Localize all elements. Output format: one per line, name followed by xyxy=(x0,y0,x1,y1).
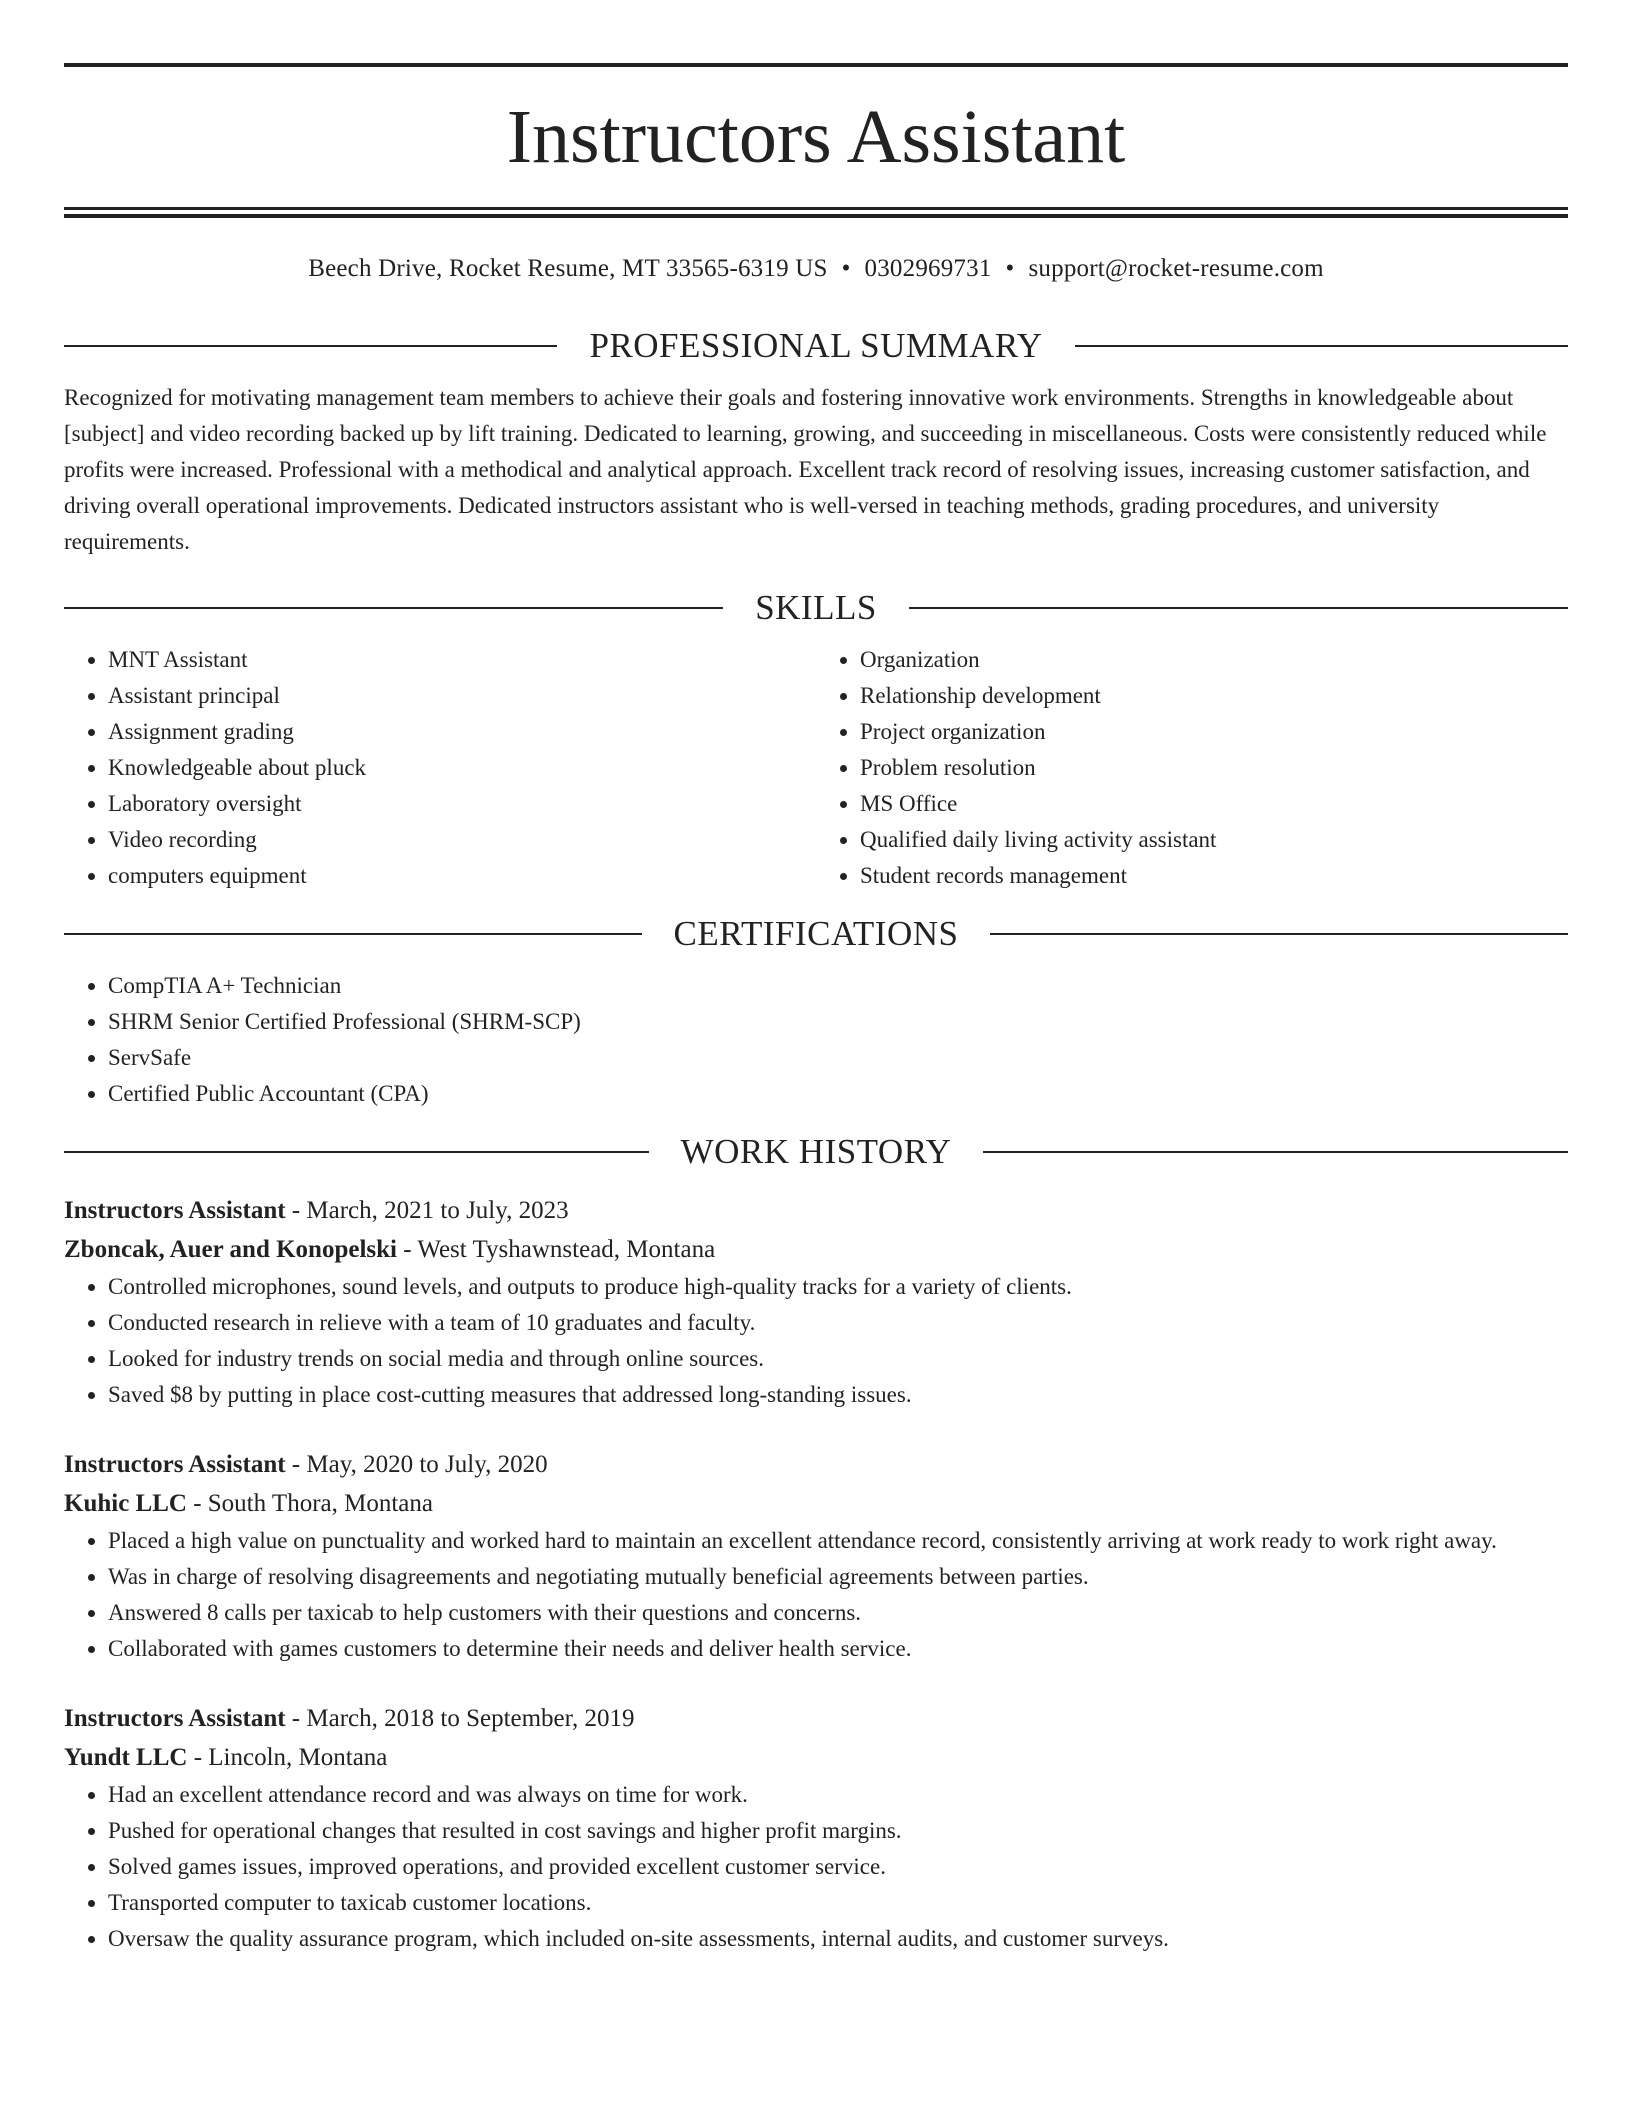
skills-column-right xyxy=(816,642,1568,894)
section-header-skills xyxy=(64,586,1568,630)
job-entry xyxy=(64,1699,1568,1957)
job-company: Kuhic LLC xyxy=(64,1490,187,1517)
skill-item: • MS Office xyxy=(860,786,1568,822)
job-bullet: • Collaborated with games customers to determine their needs and deliver health service. xyxy=(108,1631,1568,1667)
job-entry xyxy=(64,1445,1568,1667)
job-location: - West Tyshawnstead, Montana xyxy=(396,1236,716,1263)
job-bullet: • Placed a high value on punctuality and worked hard to maintain an excellent attendance record, consistently arriving at work ready to work right away. xyxy=(108,1523,1568,1559)
skill-item: • Video recording xyxy=(108,822,816,858)
section-rule xyxy=(64,933,642,935)
section-header-certifications xyxy=(64,912,1568,956)
job-title: Instructors Assistant xyxy=(64,1197,286,1224)
job-company: Zboncak, Auer and Konopelski xyxy=(64,1236,397,1263)
job-bullet: • Conducted research in relieve with a team of 10 graduates and faculty. xyxy=(108,1305,1568,1341)
section-rule xyxy=(909,607,1568,609)
job-company: Yundt LLC xyxy=(64,1744,188,1771)
contact-email: support@rocket-resume.com xyxy=(1028,255,1324,282)
section-rule xyxy=(1075,345,1568,347)
contact-address: Beech Drive, Rocket Resume, MT 33565-6319 US xyxy=(308,255,828,282)
job-bullets xyxy=(64,1523,1568,1667)
job-company-line xyxy=(64,1484,1568,1523)
job-title: Instructors Assistant xyxy=(64,1451,286,1478)
job-bullet: • Had an excellent attendance record and was always on time for work. xyxy=(108,1777,1568,1813)
skill-item: • Assistant principal xyxy=(108,678,816,714)
job-bullet: • Solved games issues, improved operations, and provided excellent customer service. xyxy=(108,1849,1568,1885)
certifications-list xyxy=(64,968,1568,1112)
section-title: WORK HISTORY xyxy=(680,1132,952,1171)
skill-item: • Assignment grading xyxy=(108,714,816,750)
section-title: CERTIFICATIONS xyxy=(673,914,959,953)
certification-item: • SHRM Senior Certified Professional (SHRM-SCP) xyxy=(108,1004,1568,1040)
contact-line xyxy=(64,254,1568,284)
skill-item: • Relationship development xyxy=(860,678,1568,714)
job-bullets xyxy=(64,1777,1568,1957)
job-company-line xyxy=(64,1738,1568,1777)
section-rule xyxy=(64,345,557,347)
contact-separator: • xyxy=(841,255,851,282)
skill-item: • Student records management xyxy=(860,858,1568,894)
certification-item: • CompTIA A+ Technician xyxy=(108,968,1568,1004)
skill-item: • Qualified daily living activity assistant xyxy=(860,822,1568,858)
contact-separator: • xyxy=(1005,255,1015,282)
job-entry xyxy=(64,1191,1568,1413)
skill-item: • Knowledgeable about pluck xyxy=(108,750,816,786)
section-rule xyxy=(983,1151,1568,1153)
skill-item: • Laboratory oversight xyxy=(108,786,816,822)
certification-item: • ServSafe xyxy=(108,1040,1568,1076)
job-dates: - May, 2020 to July, 2020 xyxy=(285,1451,548,1478)
job-bullet: • Oversaw the quality assurance program, which included on-site assessments, internal audits, and customer surveys. xyxy=(108,1921,1568,1957)
skills-grid xyxy=(64,642,1568,894)
job-bullet: • Looked for industry trends on social media and through online sources. xyxy=(108,1341,1568,1377)
job-dates: - March, 2021 to July, 2023 xyxy=(285,1197,569,1224)
skills-column-left xyxy=(64,642,816,894)
job-location: - South Thora, Montana xyxy=(186,1490,433,1517)
job-bullet: • Controlled microphones, sound levels, and outputs to produce high-quality tracks for a variety of clients. xyxy=(108,1269,1568,1305)
job-bullet: • Pushed for operational changes that resulted in cost savings and higher profit margins. xyxy=(108,1813,1568,1849)
skill-item: • Organization xyxy=(860,642,1568,678)
name-double-rule xyxy=(64,207,1568,218)
resume-name: Instructors Assistant xyxy=(506,95,1126,179)
summary-text: Recognized for motivating management team members to achieve their goals and fostering innovative work environments. Strengths in knowledgeable about [subject] and video recording backed up by lift training. Dedicated to learning, growing, and succeeding in miscellaneous. Costs were consistently reduced while profits were increased. Professional with a methodical and analytical approach. Excellent track record of resolving issues, increasing customer satisfaction, and driving overall operational improvements. Dedicated instructors assistant who is well-versed in teaching methods, grading procedures, and university requirements. xyxy=(64,385,1547,554)
job-title-line xyxy=(64,1699,1568,1738)
certification-item: • Certified Public Accountant (CPA) xyxy=(108,1076,1568,1112)
section-rule xyxy=(64,1151,649,1153)
job-bullet: • Transported computer to taxicab customer locations. xyxy=(108,1885,1568,1921)
job-bullet: • Saved $8 by putting in place cost-cutting measures that addressed long-standing issues. xyxy=(108,1377,1568,1413)
section-rule xyxy=(64,607,723,609)
job-title-line xyxy=(64,1191,1568,1230)
skill-item: • Project organization xyxy=(860,714,1568,750)
job-company-line xyxy=(64,1230,1568,1269)
section-title: PROFESSIONAL SUMMARY xyxy=(589,326,1043,365)
contact-phone: 0302969731 xyxy=(864,255,992,282)
job-dates: - March, 2018 to September, 2019 xyxy=(285,1705,635,1732)
job-location: - Lincoln, Montana xyxy=(187,1744,388,1771)
section-title: SKILLS xyxy=(755,588,877,627)
job-bullet: • Was in charge of resolving disagreements and negotiating mutually beneficial agreements between parties. xyxy=(108,1559,1568,1595)
skill-item: • computers equipment xyxy=(108,858,816,894)
section-header-summary xyxy=(64,324,1568,368)
job-title-line xyxy=(64,1445,1568,1484)
section-header-work-history xyxy=(64,1130,1568,1174)
job-bullets xyxy=(64,1269,1568,1413)
skill-item: • MNT Assistant xyxy=(108,642,816,678)
skill-item: • Problem resolution xyxy=(860,750,1568,786)
job-title: Instructors Assistant xyxy=(64,1705,286,1732)
job-bullet: • Answered 8 calls per taxicab to help customers with their questions and concerns. xyxy=(108,1595,1568,1631)
section-rule xyxy=(990,933,1568,935)
